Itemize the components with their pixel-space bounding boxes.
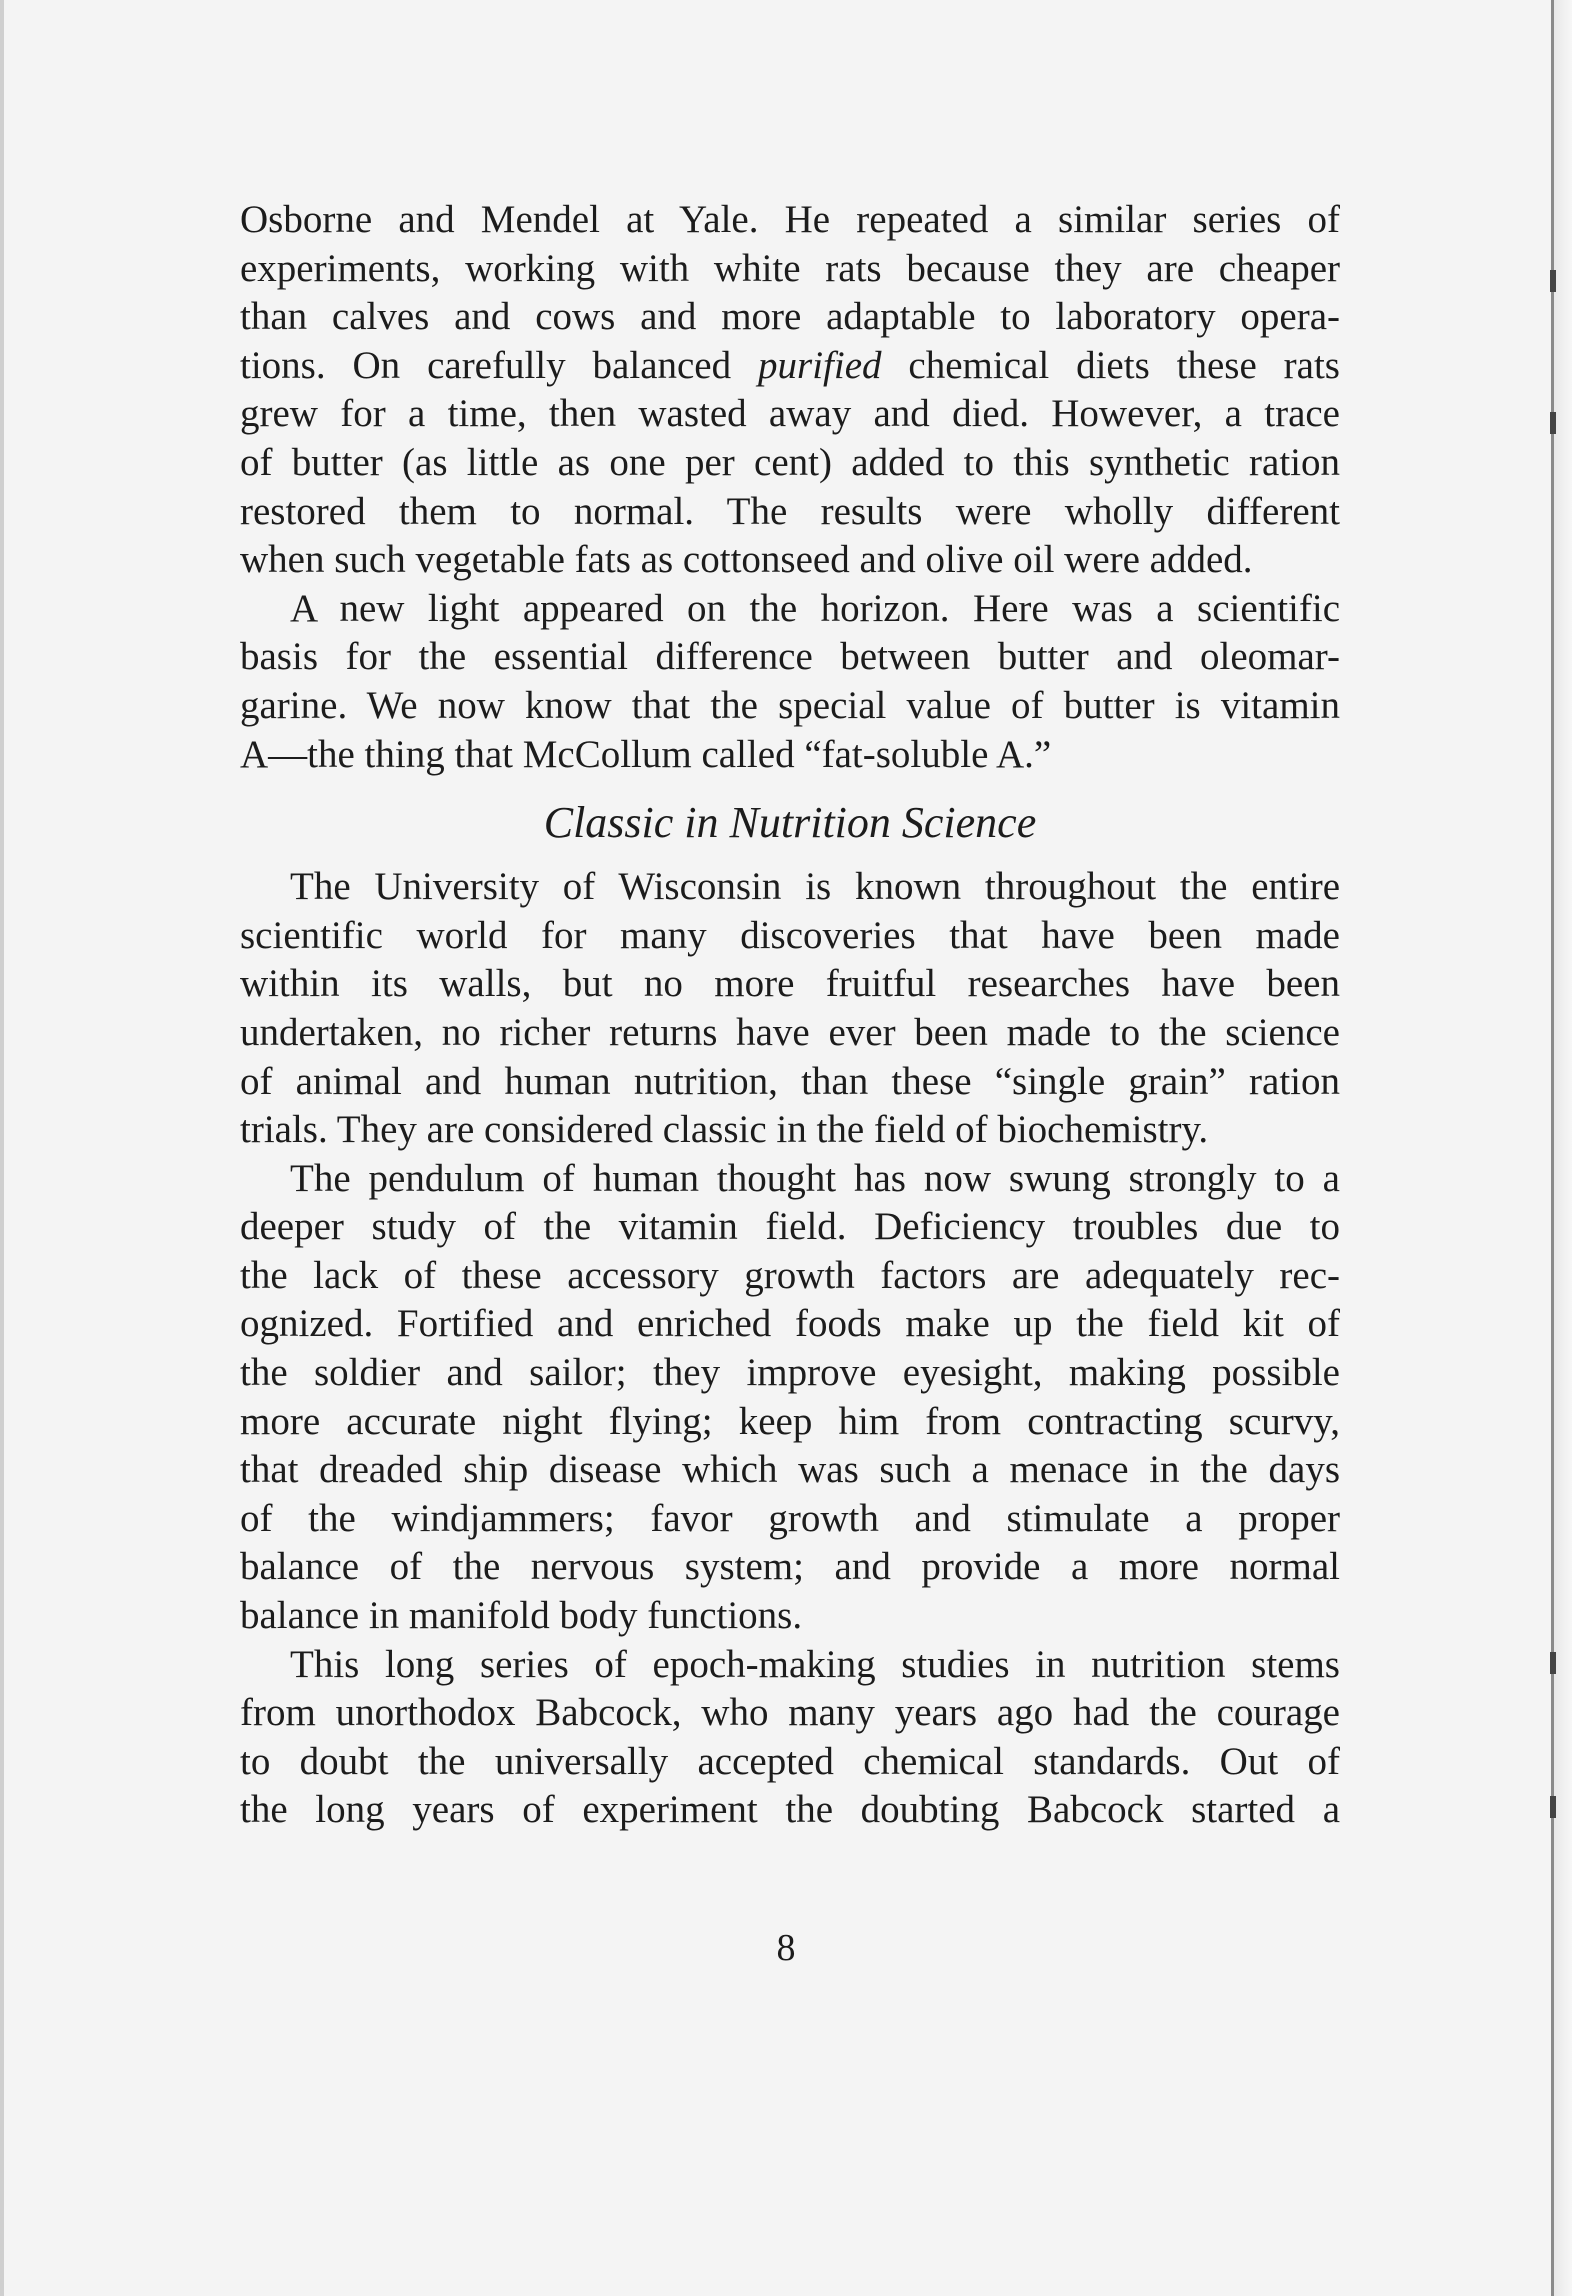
text-line: of butter (as little as one per cent) added to this synthetic ration <box>240 440 1340 484</box>
paragraph-university-wisconsin <box>240 863 1340 1155</box>
text-line: experiments, working with white rats because they are cheaper <box>240 246 1340 290</box>
text-line: more accurate night flying; keep him from contracting scurvy, <box>240 1399 1340 1443</box>
text-line: ognized. Fortified and enriched foods make up the field kit of <box>240 1302 1340 1346</box>
text-line: A new light appeared on the horizon. Here was a scientific <box>290 586 1340 630</box>
binding-mark <box>1550 1796 1556 1818</box>
binding-mark <box>1550 1652 1556 1674</box>
text-line: deeper study of the vitamin field. Deficiency troubles due to <box>240 1205 1340 1249</box>
text-line: balance of the nervous system; and provide a more normal <box>240 1545 1340 1589</box>
text-fragment: tions. On carefully balanced <box>240 343 759 387</box>
text-line: than calves and cows and more adaptable to laboratory opera- <box>240 295 1340 339</box>
text-line: grew for a time, then wasted away and died. However, a trace <box>240 392 1340 436</box>
binding-mark <box>1550 412 1556 434</box>
text-line: This long series of epoch-making studies in nutrition stems <box>290 1642 1340 1686</box>
body-text <box>240 196 1340 1835</box>
text-fragment: chemical diets these rats <box>881 343 1340 387</box>
text-line: the long years of experiment the doubting Babcock started a <box>240 1788 1340 1832</box>
text-line: balance in manifold body functions. <box>240 1594 803 1638</box>
text-line: scientific world for many discoveries that have been made <box>240 913 1340 957</box>
text-line: from unorthodox Babcock, who many years ago had the courage <box>240 1691 1340 1735</box>
page-number: 8 <box>776 1927 796 1969</box>
text-line: restored them to normal. The results were wholly different <box>240 489 1340 533</box>
section-heading: Classic in Nutrition Science <box>543 798 1037 848</box>
paragraph-pendulum <box>240 1155 1340 1641</box>
text-line: garine. We now know that the special value of butter is vitamin <box>240 683 1340 727</box>
text-line: A—the thing that McCollum called “fat-soluble A.” <box>240 732 1052 776</box>
text-line: basis for the essential difference between butter and oleomar- <box>240 635 1340 679</box>
paragraph-osborne-mendel <box>240 196 1340 585</box>
binding-mark <box>1550 270 1556 292</box>
text-line: undertaken, no richer returns have ever been made to the science <box>240 1010 1340 1054</box>
text-line: of the windjammers; favor growth and stimulate a proper <box>240 1496 1340 1540</box>
text-line-with-emphasis <box>240 342 1340 391</box>
text-line: The University of Wisconsin is known throughout the entire <box>290 865 1340 909</box>
text-line: The pendulum of human thought has now swung strongly to a <box>290 1156 1340 1200</box>
text-line: trials. They are considered classic in the field of biochemistry. <box>240 1108 1209 1152</box>
paragraph-babcock <box>240 1641 1340 1835</box>
text-line: of animal and human nutrition, than these “single grain” ration <box>240 1059 1340 1103</box>
paragraph-new-light <box>240 585 1340 779</box>
text-line: the soldier and sailor; they improve eyesight, making possible <box>240 1351 1340 1395</box>
text-line: that dreaded ship disease which was such a menace in the days <box>240 1448 1340 1492</box>
text-line: when such vegetable fats as cottonseed and olive oil were added. <box>240 538 1253 582</box>
text-line: to doubt the universally accepted chemical standards. Out of <box>240 1739 1340 1783</box>
text-line: Osborne and Mendel at Yale. He repeated a similar series of <box>240 198 1340 241</box>
text-line: the lack of these accessory growth factors are adequately rec- <box>240 1253 1340 1297</box>
text-line: within its walls, but no more fruitful researches have been <box>240 962 1340 1006</box>
emphasized-word: purified <box>758 343 882 387</box>
